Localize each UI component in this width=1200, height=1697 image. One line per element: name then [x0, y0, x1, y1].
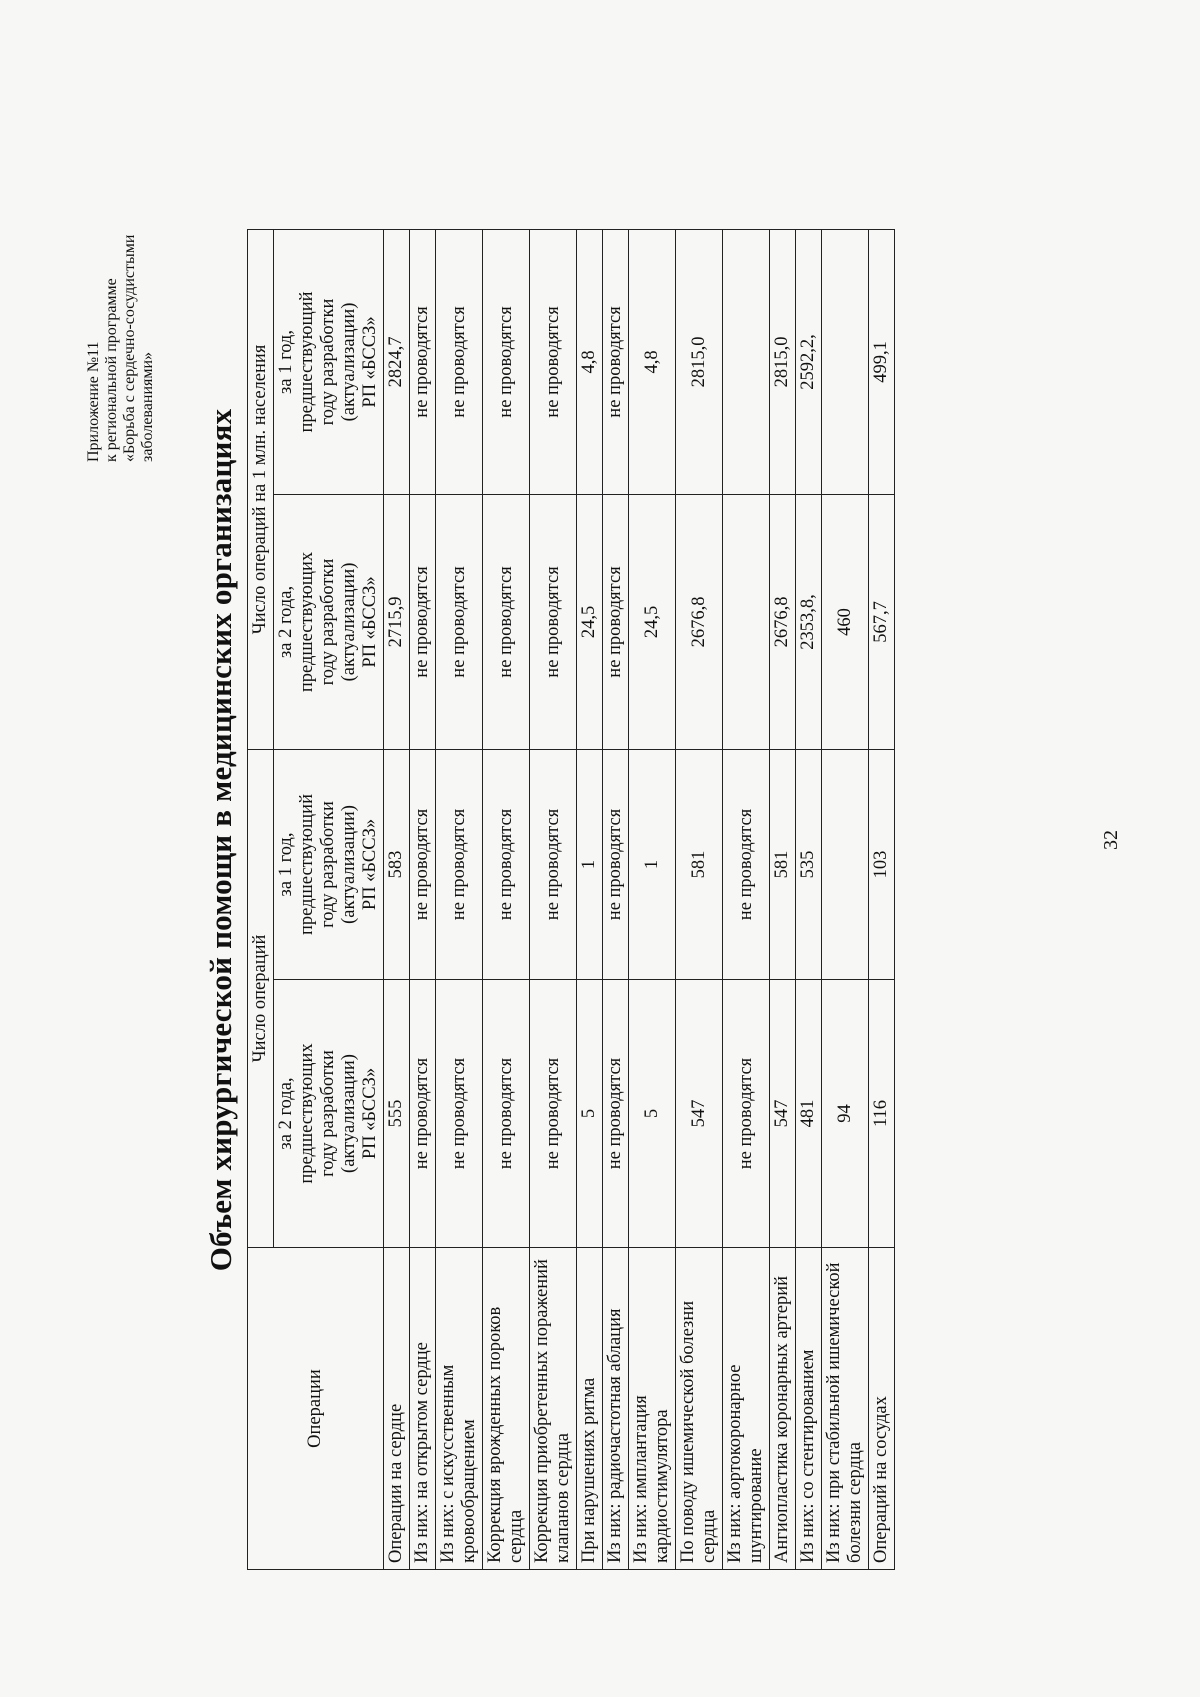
header-2-years [274, 980, 384, 1248]
cell-rate-2y: 24,5 [577, 494, 603, 749]
cell-rate-1y: 2592,2, [796, 229, 822, 494]
cell-rate-2y: 567,7 [869, 494, 895, 749]
cell-rate-2y: 2676,8 [770, 494, 796, 749]
cell-count-2y: 5 [577, 980, 603, 1248]
row-label: Операции на сердце [384, 1248, 410, 1570]
row-label: Коррекция приобретенных поражений клапанов сердца [530, 1248, 577, 1570]
page-number: 32 [1100, 830, 1122, 850]
header-line: за 1 год, [276, 330, 296, 394]
cell-rate-1y: не проводятся [483, 229, 530, 494]
table-row [436, 229, 483, 1569]
cell-rate-2y: 2353,8, [796, 494, 822, 749]
cell-rate-1y: 2824,7 [384, 229, 410, 494]
row-label: Ангиопластика коронарных артерий [770, 1248, 796, 1570]
row-label: Из них: с искусственным кровообращением [436, 1248, 483, 1570]
table-row [676, 229, 723, 1569]
cell-rate-1y: 2815,0 [770, 229, 796, 494]
table-row [603, 229, 629, 1569]
cell-count-1y: не проводятся [483, 749, 530, 979]
cell-count-2y: 5 [629, 980, 676, 1248]
header-line: РП «БССЗ» [360, 818, 380, 911]
table-row [629, 229, 676, 1569]
cell-count-1y: 103 [869, 749, 895, 979]
header-line: (актуализации) [339, 805, 359, 924]
cell-count-1y [822, 749, 869, 979]
cell-rate-2y: не проводятся [603, 494, 629, 749]
cell-count-1y: 581 [770, 749, 796, 979]
table-row [530, 229, 577, 1569]
row-label: Из них: имплантация кардиостимулятора [629, 1248, 676, 1570]
cell-count-1y: 581 [676, 749, 723, 979]
header-line: году разработки [318, 558, 338, 686]
table-row [384, 229, 410, 1569]
header-per-million: Число операций на 1 млн. населения [248, 229, 274, 749]
row-label: Из них: при стабильной ишемической болезни сердца [822, 1248, 869, 1570]
table-row [483, 229, 530, 1569]
header-line: предшествующий [297, 291, 317, 433]
cell-count-2y: 481 [796, 980, 822, 1248]
header-line: за 2 года, [276, 585, 296, 659]
cell-count-1y: 535 [796, 749, 822, 979]
cell-count-1y: не проводятся [436, 749, 483, 979]
row-label: Из них: радиочастотная аблация [603, 1248, 629, 1570]
header-count: Число операций [248, 749, 274, 1247]
cell-rate-1y: 2815,0 [676, 229, 723, 494]
cell-rate-2y [723, 494, 770, 749]
cell-count-1y: не проводятся [723, 749, 770, 979]
cell-rate-2y: не проводятся [436, 494, 483, 749]
cell-rate-1y: 4,8 [629, 229, 676, 494]
header-line: предшествующий [297, 794, 317, 935]
cell-count-1y: 1 [577, 749, 603, 979]
header-line: РП «БССЗ» [360, 1067, 380, 1160]
cell-count-1y: 1 [629, 749, 676, 979]
annex-line: «Борьба с сердечно-сосудистыми [121, 234, 138, 462]
cell-rate-1y: не проводятся [603, 229, 629, 494]
cell-count-1y: не проводятся [530, 749, 577, 979]
header-line: (актуализации) [339, 1054, 359, 1173]
rotated-content [85, 70, 1135, 1610]
cell-rate-1y [822, 229, 869, 494]
cell-count-2y: 547 [770, 980, 796, 1248]
cell-count-2y: не проводятся [723, 980, 770, 1248]
cell-count-1y: не проводятся [410, 749, 436, 979]
cell-count-2y: 116 [869, 980, 895, 1248]
cell-rate-2y: не проводятся [530, 494, 577, 749]
header-line: за 1 год, [276, 832, 296, 897]
row-label: Из них: со стентированием [796, 1248, 822, 1570]
cell-rate-1y [723, 229, 770, 494]
cell-rate-2y: 460 [822, 494, 869, 749]
row-label: Из них: аортокоронарное шунтирование [723, 1248, 770, 1570]
table-row [796, 229, 822, 1569]
header-2-years-per-million [274, 494, 384, 749]
table-row [869, 229, 895, 1569]
header-line: году разработки [318, 298, 338, 426]
row-label: Операций на сосудах [869, 1248, 895, 1570]
cell-count-2y: не проводятся [483, 980, 530, 1248]
cell-count-2y: не проводятся [410, 980, 436, 1248]
cell-rate-1y: не проводятся [530, 229, 577, 494]
table-row [577, 229, 603, 1569]
header-1-year [274, 749, 384, 979]
header-line: (актуализации) [339, 562, 359, 682]
cell-count-2y: не проводятся [530, 980, 577, 1248]
header-line: (актуализации) [339, 302, 359, 422]
header-line: предшествующих [297, 1043, 317, 1184]
row-label: По поводу ишемической болезни сердца [676, 1248, 723, 1570]
table-row [822, 229, 869, 1569]
cell-rate-1y: не проводятся [410, 229, 436, 494]
table-row [410, 229, 436, 1569]
cell-count-2y: 547 [676, 980, 723, 1248]
cell-count-2y: не проводятся [436, 980, 483, 1248]
annex-line: Приложение №11 [85, 341, 102, 462]
table-row [723, 229, 770, 1569]
table-row [770, 229, 796, 1569]
row-label: При нарушениях ритма [577, 1248, 603, 1570]
page-title: Объем хирургической помощи в медицинских организациях [203, 408, 238, 1272]
cell-count-2y: 94 [822, 980, 869, 1248]
row-label: Из них: на открытом сердце [410, 1248, 436, 1570]
cell-rate-1y: 4,8 [577, 229, 603, 494]
cell-count-2y: не проводятся [603, 980, 629, 1248]
header-1-year-per-million [274, 229, 384, 494]
header-line: году разработки [318, 1050, 338, 1177]
header-line: РП «БССЗ» [360, 576, 380, 668]
cell-rate-2y: 2715,9 [384, 494, 410, 749]
row-label: Коррекция врожденных пороков сердца [483, 1248, 530, 1570]
table-body [384, 229, 895, 1569]
cell-rate-2y: 2676,8 [676, 494, 723, 749]
annex-line: к региональной программе [103, 278, 120, 462]
cell-count-1y: не проводятся [603, 749, 629, 979]
cell-rate-2y: не проводятся [483, 494, 530, 749]
cell-count-1y: 583 [384, 749, 410, 979]
header-line: РП «БССЗ» [360, 316, 380, 408]
cell-count-2y: 555 [384, 980, 410, 1248]
header-line: за 2 года, [276, 1077, 296, 1150]
cell-rate-2y: не проводятся [410, 494, 436, 749]
annex-line: заболеваниями» [139, 351, 156, 462]
header-line: году разработки [318, 801, 338, 928]
cell-rate-2y: 24,5 [629, 494, 676, 749]
header-operations: Операции [248, 1248, 384, 1570]
cell-rate-1y: не проводятся [436, 229, 483, 494]
surgery-volume-table [247, 229, 895, 1570]
annex-note [85, 92, 157, 462]
cell-rate-1y: 499,1 [869, 229, 895, 494]
header-line: предшествующих [297, 551, 317, 693]
